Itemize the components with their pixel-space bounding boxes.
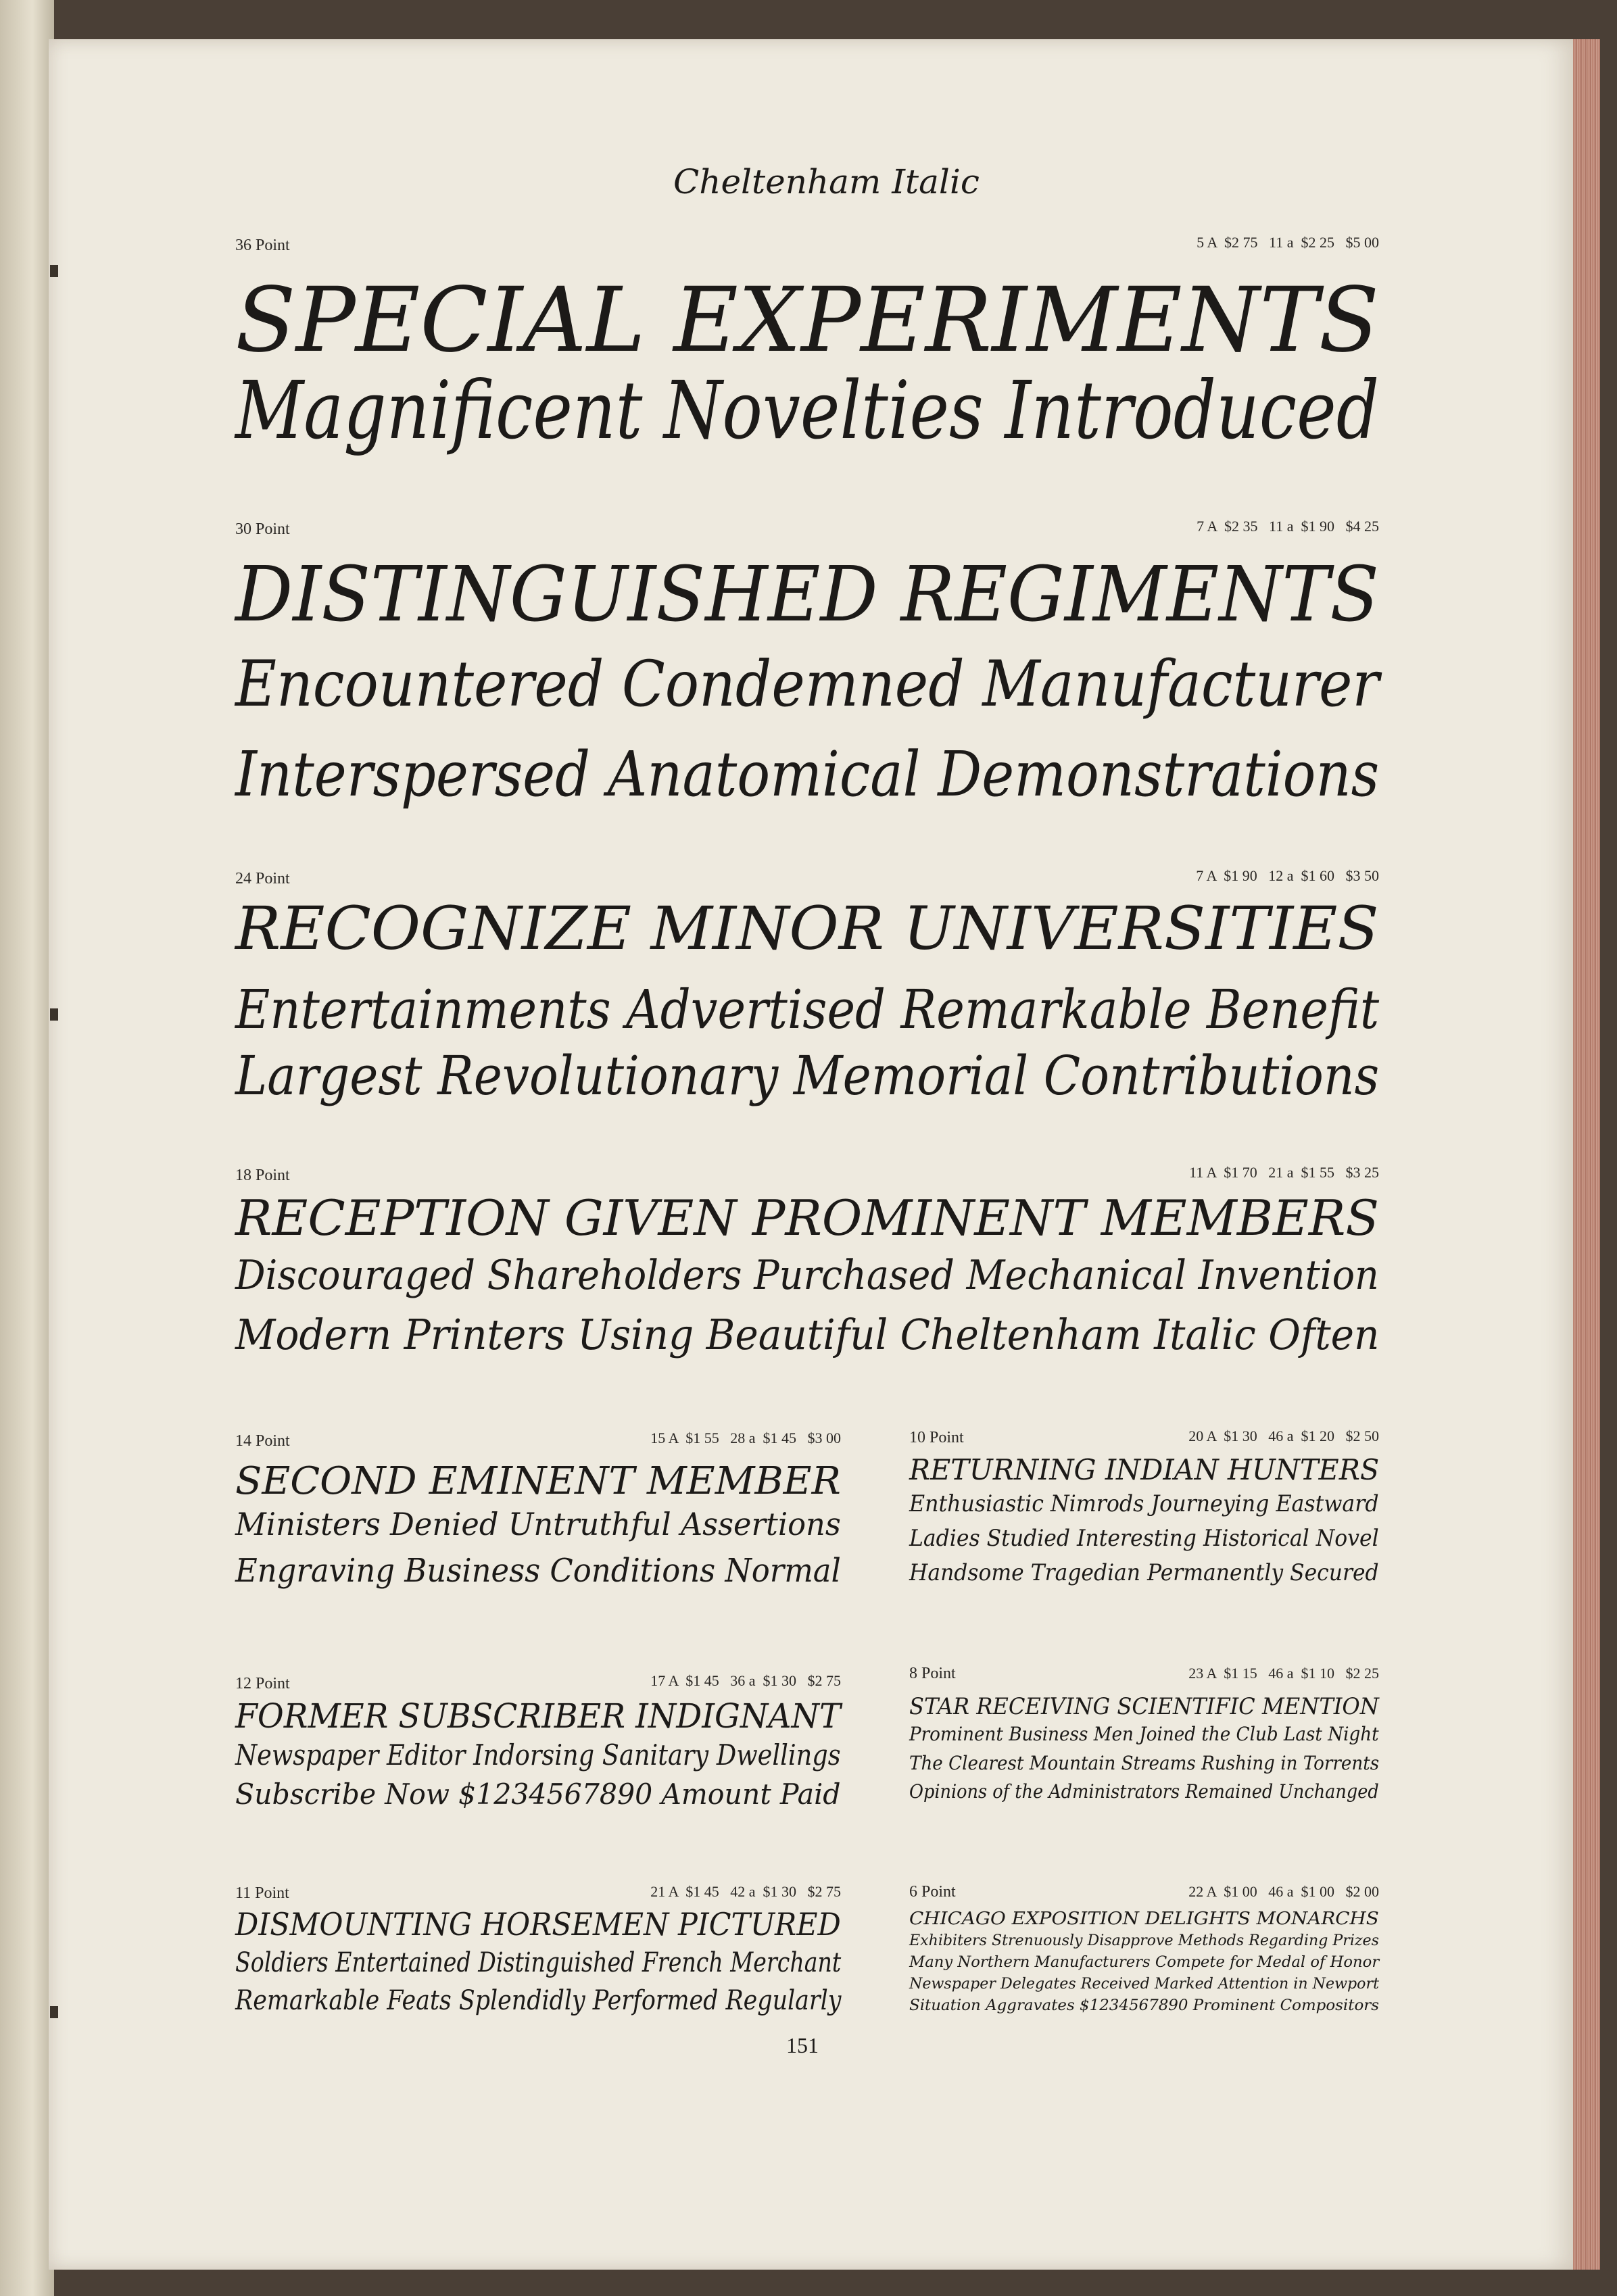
specimen-caps-line: RECEPTION GIVEN PROMINENT MEMBERS bbox=[235, 1190, 1379, 1246]
specimen-size-label: 18 Point bbox=[235, 1167, 290, 1184]
left-page-edge bbox=[0, 0, 54, 2296]
specimen-price: 20 A $1 30 46 a $1 20 $2 50 bbox=[1188, 1427, 1379, 1444]
specimen-price: 7 A $2 35 11 a $1 90 $4 25 bbox=[1197, 518, 1379, 535]
specimen-text-line: Exhibiters Strenuously Disapprove Methods Regarding Prizes bbox=[909, 1932, 1379, 1949]
specimen-size-label: 6 Point bbox=[909, 1883, 956, 1901]
specimen-text-line: Prominent Business Men Joined the Club Last Night bbox=[909, 1723, 1379, 1745]
specimen-price: 5 A $2 75 11 a $2 25 $5 00 bbox=[1197, 234, 1379, 251]
specimen-text-line: Discouraged Shareholders Purchased Mechanical Invention bbox=[235, 1252, 1379, 1299]
specimen-text-line: Encountered Condemned Manufacturer bbox=[235, 648, 1380, 721]
specimen-price: 22 A $1 00 46 a $1 00 $2 00 bbox=[1188, 1883, 1379, 1900]
specimen-caps-line: DISMOUNTING HORSEMEN PICTURED bbox=[235, 1906, 841, 1943]
page-title: Cheltenham Italic bbox=[673, 162, 980, 201]
specimen-caps-line: CHICAGO EXPOSITION DELIGHTS MONARCHS bbox=[909, 1909, 1379, 1929]
specimen-text-line: Remarkable Feats Splendidly Performed Regularly bbox=[235, 1985, 842, 2016]
specimen-text-line: Largest Revolutionary Memorial Contributions bbox=[235, 1044, 1380, 1107]
specimen-text-line: Ladies Studied Interesting Historical Novel bbox=[909, 1525, 1379, 1552]
specimen-caps-line: SPECIAL EXPERIMENTS bbox=[235, 268, 1380, 372]
specimen-price: 7 A $1 90 12 a $1 60 $3 50 bbox=[1196, 867, 1379, 884]
specimen-text-line: Situation Aggravates $1234567890 Prominent Compositors bbox=[909, 1997, 1379, 2014]
specimen-caps-line: SECOND EMINENT MEMBER bbox=[235, 1459, 841, 1503]
specimen-text-line: Opinions of the Administrators Remained Unchanged bbox=[909, 1780, 1379, 1803]
specimen-text-line: Ministers Denied Untruthful Assertions bbox=[235, 1506, 841, 1542]
specimen-size-label: 30 Point bbox=[235, 520, 290, 538]
specimen-text-line: Many Northern Manufacturers Compete for Medal of Honor bbox=[909, 1954, 1380, 1971]
specimen-text-line: Modern Printers Using Beautiful Cheltenham Italic Often bbox=[235, 1310, 1380, 1359]
specimen-text-line: Subscribe Now $1234567890 Amount Paid bbox=[235, 1778, 841, 1811]
specimen-caps-line: STAR RECEIVING SCIENTIFIC MENTION bbox=[909, 1693, 1379, 1720]
specimen-caps-line: RETURNING INDIAN HUNTERS bbox=[909, 1453, 1380, 1486]
specimen-size-label: 24 Point bbox=[235, 870, 290, 887]
specimen-size-label: 14 Point bbox=[235, 1432, 290, 1450]
specimen-size-label: 8 Point bbox=[909, 1665, 956, 1682]
specimen-text-line: Entertainments Advertised Remarkable Benefit bbox=[235, 978, 1380, 1041]
specimen-text-line: Enthusiastic Nimrods Journeying Eastward bbox=[909, 1490, 1379, 1517]
binding-thread-mark bbox=[50, 265, 58, 277]
specimen-text-line: The Clearest Mountain Streams Rushing in Torrents bbox=[909, 1752, 1380, 1774]
specimen-size-label: 11 Point bbox=[235, 1884, 289, 1902]
specimen-price: 21 A $1 45 42 a $1 30 $2 75 bbox=[650, 1883, 841, 1900]
specimen-caps-line: RECOGNIZE MINOR UNIVERSITIES bbox=[235, 894, 1379, 963]
page-number: 151 bbox=[786, 2033, 819, 2057]
specimen-caps-line: FORMER SUBSCRIBER INDIGNANT bbox=[235, 1696, 841, 1736]
specimen-price: 15 A $1 55 28 a $1 45 $3 00 bbox=[650, 1430, 841, 1446]
specimen-text-line: Newspaper Delegates Received Marked Attention in Newport bbox=[909, 1976, 1379, 1993]
specimen-price: 17 A $1 45 36 a $1 30 $2 75 bbox=[650, 1672, 841, 1689]
specimen-size-label: 12 Point bbox=[235, 1675, 290, 1692]
binding-thread-mark bbox=[50, 1008, 58, 1021]
specimen-text-line: Soldiers Entertained Distinguished French Merchant bbox=[235, 1947, 842, 1978]
specimen-text-line: Interspersed Anatomical Demonstrations bbox=[235, 738, 1380, 810]
specimen-caps-line: DISTINGUISHED REGIMENTS bbox=[235, 551, 1380, 639]
specimen-price: 23 A $1 15 46 a $1 10 $2 25 bbox=[1188, 1665, 1379, 1682]
specimen-size-label: 10 Point bbox=[909, 1429, 964, 1446]
specimen-text-line: Newspaper Editor Indorsing Sanitary Dwellings bbox=[235, 1738, 841, 1772]
specimen-text-line: Magnificent Novelties Introduced bbox=[235, 364, 1380, 457]
specimen-size-label: 36 Point bbox=[235, 237, 290, 254]
page-block-edges bbox=[1573, 39, 1600, 2270]
specimen-text-line: Engraving Business Conditions Normal bbox=[235, 1552, 841, 1590]
specimen-price: 11 A $1 70 21 a $1 55 $3 25 bbox=[1189, 1164, 1379, 1181]
specimen-text-line: Handsome Tragedian Permanently Secured bbox=[909, 1559, 1379, 1586]
binding-thread-mark bbox=[50, 2006, 58, 2018]
